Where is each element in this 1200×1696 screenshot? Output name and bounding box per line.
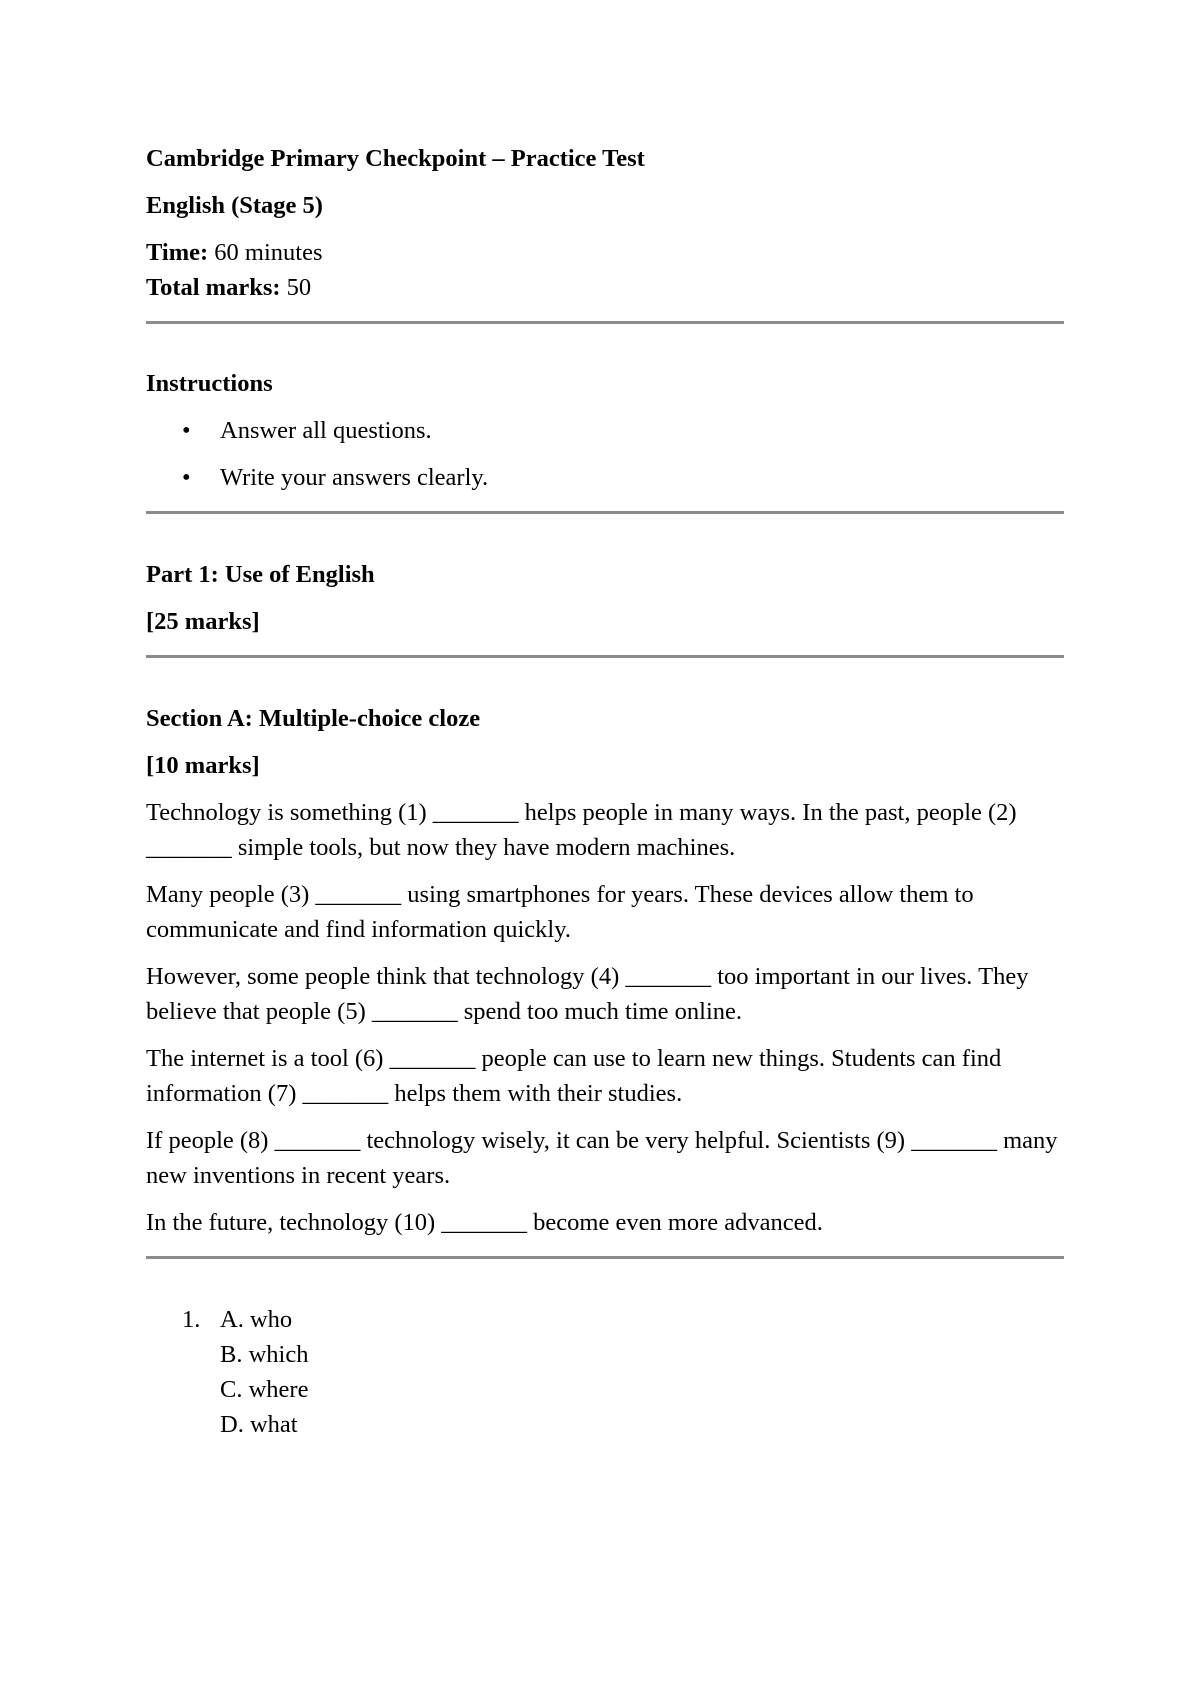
time-label: Time:	[146, 239, 209, 266]
question-list	[146, 1302, 1064, 1442]
time-value: 60 minutes	[214, 239, 323, 266]
answer-option: B. which	[220, 1341, 309, 1368]
answer-option: A. who	[220, 1306, 293, 1333]
cloze-paragraph: The internet is a tool (6) _______ people can use to learn new things. Students can find information (7) _______ helps them with their studies.	[146, 1045, 1002, 1107]
subject-heading: English (Stage 5)	[146, 192, 323, 219]
cloze-paragraph: Many people (3) _______ using smartphones for years. These devices allow them to communicate and find information quickly.	[146, 881, 974, 943]
section-a-marks: [10 marks]	[146, 752, 260, 779]
instruction-item: • Write your answers clearly.	[146, 460, 1064, 495]
question-item	[146, 1302, 1064, 1442]
time-line	[146, 235, 1064, 270]
bullet-icon: •	[182, 464, 191, 491]
part1-marks: [25 marks]	[146, 608, 260, 635]
question-number: 1.	[182, 1306, 201, 1333]
divider	[146, 511, 1064, 514]
divider	[146, 655, 1064, 658]
marks-value: 50	[286, 274, 312, 301]
instruction-item: • Answer all questions.	[146, 413, 1064, 448]
section-a-heading: Section A: Multiple-choice cloze	[146, 705, 481, 732]
cloze-paragraph: If people (8) _______ technology wisely, it can be very helpful. Scientists (9) _______ many new inventions in recent years.	[146, 1127, 1058, 1189]
cloze-paragraph: Technology is something (1) _______ helps people in many ways. In the past, people (2) _______ simple tools, but now they have modern machines.	[146, 799, 1017, 861]
divider	[146, 1256, 1064, 1259]
document-title: Cambridge Primary Checkpoint – Practice Test	[146, 145, 645, 172]
instructions-list	[146, 413, 1064, 495]
answer-option: C. where	[220, 1376, 309, 1403]
document-page	[146, 146, 1064, 1442]
instructions-heading: Instructions	[146, 370, 273, 397]
marks-line	[146, 270, 1064, 305]
part1-heading: Part 1: Use of English	[146, 561, 375, 588]
cloze-paragraph: In the future, technology (10) _______ become even more advanced.	[146, 1209, 823, 1236]
cloze-paragraph: However, some people think that technology (4) _______ too important in our lives. They believe that people (5) _______ spend too much time online.	[146, 963, 1029, 1025]
answer-option: D. what	[220, 1411, 298, 1438]
divider	[146, 321, 1064, 324]
marks-label: Total marks:	[146, 274, 281, 301]
bullet-icon: •	[182, 417, 191, 444]
